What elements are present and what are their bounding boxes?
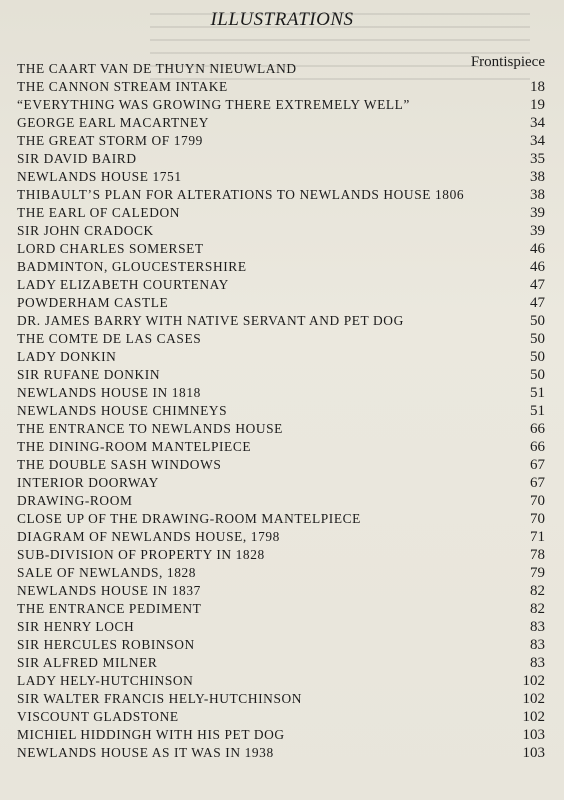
page-number: 50 <box>530 331 545 347</box>
illustration-title: MICHIEL HIDDINGH WITH HIS PET DOG <box>17 727 285 742</box>
page-number: 83 <box>530 619 545 635</box>
list-item <box>17 96 545 114</box>
page-number: 70 <box>530 493 545 509</box>
page-number: 51 <box>530 385 545 401</box>
illustration-title: LORD CHARLES SOMERSET <box>17 241 204 256</box>
list-item <box>17 54 545 78</box>
list-item <box>17 348 545 366</box>
list-item <box>17 672 545 690</box>
illustration-title: LADY HELY-HUTCHINSON <box>17 673 194 688</box>
illustration-title: THE COMTE DE LAS CASES <box>17 331 202 346</box>
list-item <box>17 744 545 762</box>
illustration-title: THE CAART VAN DE THUYN NIEUWLAND <box>17 61 297 76</box>
page-number: 50 <box>530 367 545 383</box>
list-item <box>17 204 545 222</box>
page-number: 38 <box>530 169 545 185</box>
list-item <box>17 618 545 636</box>
list-item <box>17 564 545 582</box>
list-item <box>17 186 545 204</box>
list-item <box>17 366 545 384</box>
illustration-title: SIR HENRY LOCH <box>17 619 135 634</box>
page-number: 70 <box>530 511 545 527</box>
illustration-title: NEWLANDS HOUSE CHIMNEYS <box>17 403 228 418</box>
page-number: 18 <box>530 79 545 95</box>
illustration-title: VISCOUNT GLADSTONE <box>17 709 179 724</box>
page-number: Frontispiece <box>470 54 545 70</box>
page-number: 66 <box>530 439 545 455</box>
illustration-title: THE CANNON STREAM INTAKE <box>17 79 228 94</box>
list-item <box>17 456 545 474</box>
page-number: 39 <box>530 205 545 221</box>
illustration-title: THIBAULT’S PLAN FOR ALTERATIONS TO NEWLANDS HOUSE 1806 <box>17 187 465 202</box>
page-number: 83 <box>530 655 545 671</box>
illustration-title: THE ENTRANCE TO NEWLANDS HOUSE <box>17 421 283 436</box>
list-item <box>17 726 545 744</box>
list-item <box>17 474 545 492</box>
list-item <box>17 438 545 456</box>
list-item <box>17 276 545 294</box>
illustration-title: THE EARL OF CALEDON <box>17 205 181 220</box>
list-item <box>17 168 545 186</box>
list-item <box>17 708 545 726</box>
page-number: 19 <box>530 97 545 113</box>
page-number: 82 <box>530 601 545 617</box>
page-number: 71 <box>530 529 545 545</box>
list-item <box>17 600 545 618</box>
list-item <box>17 330 545 348</box>
page-number: 50 <box>530 349 545 365</box>
illustration-title: NEWLANDS HOUSE IN 1837 <box>17 583 201 598</box>
list-item <box>17 510 545 528</box>
list-item <box>17 312 545 330</box>
page-number: 102 <box>522 691 545 707</box>
illustration-title: NEWLANDS HOUSE IN 1818 <box>17 385 201 400</box>
list-item <box>17 582 545 600</box>
page-title: ILLUSTRATIONS <box>210 9 354 30</box>
page-number: 34 <box>530 133 545 149</box>
page-number: 78 <box>530 547 545 563</box>
page-number: 82 <box>530 583 545 599</box>
illustration-title: SIR WALTER FRANCIS HELY-HUTCHINSON <box>17 691 303 706</box>
illustration-title: LADY DONKIN <box>17 349 117 364</box>
page-number: 102 <box>522 673 545 689</box>
illustration-title: SIR RUFANE DONKIN <box>17 367 161 382</box>
illustration-title: SUB-DIVISION OF PROPERTY IN 1828 <box>17 547 265 562</box>
illustration-title: NEWLANDS HOUSE 1751 <box>17 169 182 184</box>
list-item <box>17 528 545 546</box>
list-item <box>17 420 545 438</box>
illustration-title: SALE OF NEWLANDS, 1828 <box>17 565 197 580</box>
list-item <box>17 132 545 150</box>
page-number: 79 <box>530 565 545 581</box>
illustration-title: SIR ALFRED MILNER <box>17 655 158 670</box>
page-number: 103 <box>522 727 545 743</box>
illustration-title: DIAGRAM OF NEWLANDS HOUSE, 1798 <box>17 529 280 544</box>
page-number: 39 <box>530 223 545 239</box>
list-item <box>17 78 545 96</box>
illustration-title: NEWLANDS HOUSE AS IT WAS IN 1938 <box>17 745 274 760</box>
illustration-title: DR. JAMES BARRY WITH NATIVE SERVANT AND PET DOG <box>17 313 404 328</box>
list-item <box>17 150 545 168</box>
illustration-title: GEORGE EARL MACARTNEY <box>17 115 210 130</box>
page-number: 67 <box>530 475 545 491</box>
page-number: 66 <box>530 421 545 437</box>
illustration-title: “EVERYTHING WAS GROWING THERE EXTREMELY WELL” <box>17 97 410 112</box>
page-number: 47 <box>530 277 545 293</box>
illustration-title: THE DINING-ROOM MANTELPIECE <box>17 439 252 454</box>
list-item <box>17 114 545 132</box>
illustration-title: SIR DAVID BAIRD <box>17 151 137 166</box>
illustration-title: BADMINTON, GLOUCESTERSHIRE <box>17 259 247 274</box>
illustration-title: CLOSE UP OF THE DRAWING-ROOM MANTELPIECE <box>17 511 361 526</box>
illustration-title: THE GREAT STORM OF 1799 <box>17 133 203 148</box>
illustration-title: THE DOUBLE SASH WINDOWS <box>17 457 222 472</box>
illustration-title: INTERIOR DOORWAY <box>17 475 159 490</box>
illustration-title: POWDERHAM CASTLE <box>17 295 169 310</box>
illustration-list <box>17 54 545 762</box>
page-number: 102 <box>522 709 545 725</box>
page-number: 46 <box>530 259 545 275</box>
list-item <box>17 294 545 312</box>
illustration-title: THE ENTRANCE PEDIMENT <box>17 601 202 616</box>
page-number: 47 <box>530 295 545 311</box>
list-item <box>17 546 545 564</box>
list-item <box>17 240 545 258</box>
list-item <box>17 654 545 672</box>
page-number: 103 <box>522 745 545 761</box>
list-item <box>17 222 545 240</box>
list-item <box>17 384 545 402</box>
page-number: 35 <box>530 151 545 167</box>
page-number: 46 <box>530 241 545 257</box>
list-item <box>17 636 545 654</box>
list-item <box>17 690 545 708</box>
illustration-title: LADY ELIZABETH COURTENAY <box>17 277 229 292</box>
list-item <box>17 402 545 420</box>
page-number: 51 <box>530 403 545 419</box>
list-item <box>17 258 545 276</box>
page-number: 38 <box>530 187 545 203</box>
page-number: 34 <box>530 115 545 131</box>
illustration-title: SIR HERCULES ROBINSON <box>17 637 195 652</box>
page-number: 83 <box>530 637 545 653</box>
page-number: 50 <box>530 313 545 329</box>
illustration-title: DRAWING-ROOM <box>17 493 133 508</box>
illustration-title: SIR JOHN CRADOCK <box>17 223 154 238</box>
page-number: 67 <box>530 457 545 473</box>
list-item <box>17 492 545 510</box>
